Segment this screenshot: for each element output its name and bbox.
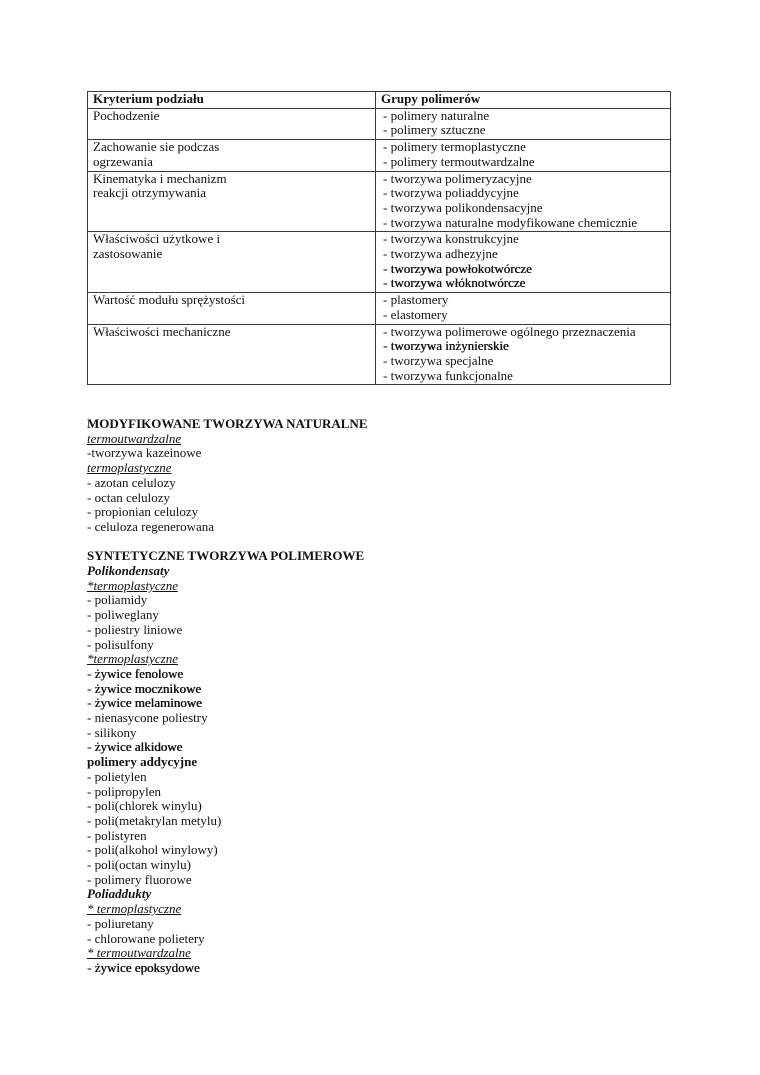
section: [87, 549, 687, 975]
section-line: - żywice mocznikowe: [87, 680, 202, 696]
table-row: [88, 140, 671, 171]
group-line: - tworzywa polimerowe ogólnego przeznaczenia: [383, 323, 636, 339]
section-line: - żywice epoksydowe: [87, 960, 200, 975]
criterion-cell: [88, 324, 376, 385]
section-line: - azotan celulozy: [87, 474, 176, 490]
section-line: - chlorowane polietery: [87, 930, 205, 946]
section-line: - octan celulozy: [87, 489, 171, 505]
section: [87, 417, 687, 535]
criterion-line: reakcji otrzymywania: [93, 185, 206, 201]
section-line: Polikondensaty: [87, 563, 170, 579]
groups-cell: [376, 171, 671, 232]
section-line: - silikony: [87, 724, 137, 740]
group-line: - tworzywa naturalne modyfikowane chemicznie: [383, 214, 638, 230]
criterion-cell: [88, 108, 376, 139]
group-line: - polimery sztuczne: [383, 122, 486, 138]
group-line: - tworzywa funkcjonalne: [383, 367, 513, 383]
groups-cell: [376, 324, 671, 385]
criterion-line: Właściwości użytkowe i: [93, 231, 221, 247]
section-line: - propionian celulozy: [87, 504, 199, 520]
section-line: - poli(alkohol winylowy): [87, 842, 218, 858]
section-line: termoutwardzalne: [87, 430, 182, 446]
section-line: - poli(octan winylu): [87, 857, 191, 873]
group-line: - tworzywa polimeryzacyjne: [383, 170, 532, 186]
section-title: MODYFIKOWANE TWORZYWA NATURALNE: [87, 416, 368, 431]
criterion-cell: [88, 140, 376, 171]
criterion-line: Pochodzenie: [93, 107, 160, 123]
section-line: - poliuretany: [87, 915, 154, 931]
section-line: *termoplastyczne: [87, 651, 178, 667]
section-line: Poliaddukty: [87, 886, 152, 902]
criterion-line: Zachowanie sie podczas: [93, 139, 220, 155]
group-line: - polimery termoplastyczne: [383, 139, 526, 155]
section-line: -tworzywa kazeinowe: [87, 445, 202, 461]
group-line: - elastomery: [383, 306, 448, 322]
section-line: - celuloza regenerowana: [87, 518, 215, 534]
polymer-classification-table: [87, 91, 671, 385]
table-row: [88, 108, 671, 139]
criterion-line: zastosowanie: [93, 246, 163, 262]
section-line: - polietylen: [87, 768, 147, 784]
criterion-cell: [88, 171, 376, 232]
section-title: SYNTETYCZNE TWORZYWA POLIMEROWE: [87, 548, 365, 564]
table-row: [88, 293, 671, 324]
group-line: - polimery naturalne: [383, 107, 490, 123]
section-line: termoplastyczne: [87, 460, 172, 476]
section-line: * termoplastyczne: [87, 901, 182, 917]
table-body: [88, 108, 671, 385]
table-header-row: [88, 92, 671, 109]
sections-container: [87, 417, 687, 976]
column-header-groups: Grupy polimerów: [376, 92, 671, 109]
column-header-criterion: Kryterium podziału: [88, 92, 376, 109]
section-line: - poliestry liniowe: [87, 621, 183, 637]
section-line: *termoplastyczne: [87, 577, 178, 593]
criterion-line: ogrzewania: [93, 153, 153, 169]
groups-cell: [376, 140, 671, 171]
section-line: * termoutwardzalne: [87, 945, 191, 961]
criterion-line: Kinematyka i mechanizm: [93, 170, 227, 186]
section-line: - polipropylen: [87, 783, 162, 799]
section-line: polimery addycyjne: [87, 754, 198, 770]
group-line: - polimery termoutwardzalne: [383, 153, 535, 169]
section-line: - nienasycone poliestry: [87, 710, 208, 726]
section-line: - żywice alkidowe: [87, 739, 183, 755]
section-line: - poli(chlorek winylu): [87, 798, 202, 814]
section-line: - poliweglany: [87, 607, 159, 623]
criterion-cell: [88, 293, 376, 324]
group-line: - tworzywa włóknotwórcze: [383, 275, 526, 291]
table-row: [88, 324, 671, 385]
section-line: - polistyren: [87, 827, 147, 843]
group-line: - tworzywa poliaddycyjne: [383, 185, 519, 201]
criterion-line: Właściwości mechaniczne: [93, 323, 231, 339]
group-line: - tworzywa polikondensacyjne: [383, 199, 543, 215]
group-line: - tworzywa specjalne: [383, 352, 494, 368]
group-line: - tworzywa inżynierskie: [383, 338, 509, 354]
section-line: - poliamidy: [87, 592, 148, 608]
table-row: [88, 232, 671, 293]
section-line: - poli(metakrylan metylu): [87, 812, 222, 828]
criterion-line: Wartość modułu sprężystości: [93, 292, 246, 308]
group-line: - tworzywa konstrukcyjne: [383, 231, 519, 247]
group-line: - tworzywa adhezyjne: [383, 246, 498, 262]
section-line: - polisulfony: [87, 636, 154, 652]
group-line: - tworzywa powłokotwórcze: [383, 260, 532, 276]
groups-cell: [376, 108, 671, 139]
criterion-cell: [88, 232, 376, 293]
group-line: - plastomery: [383, 292, 449, 308]
groups-cell: [376, 293, 671, 324]
section-line: - żywice fenolowe: [87, 665, 184, 681]
section-line: - żywice melaminowe: [87, 695, 202, 711]
groups-cell: [376, 232, 671, 293]
section-line: - polimery fluorowe: [87, 871, 192, 887]
table-row: [88, 171, 671, 232]
